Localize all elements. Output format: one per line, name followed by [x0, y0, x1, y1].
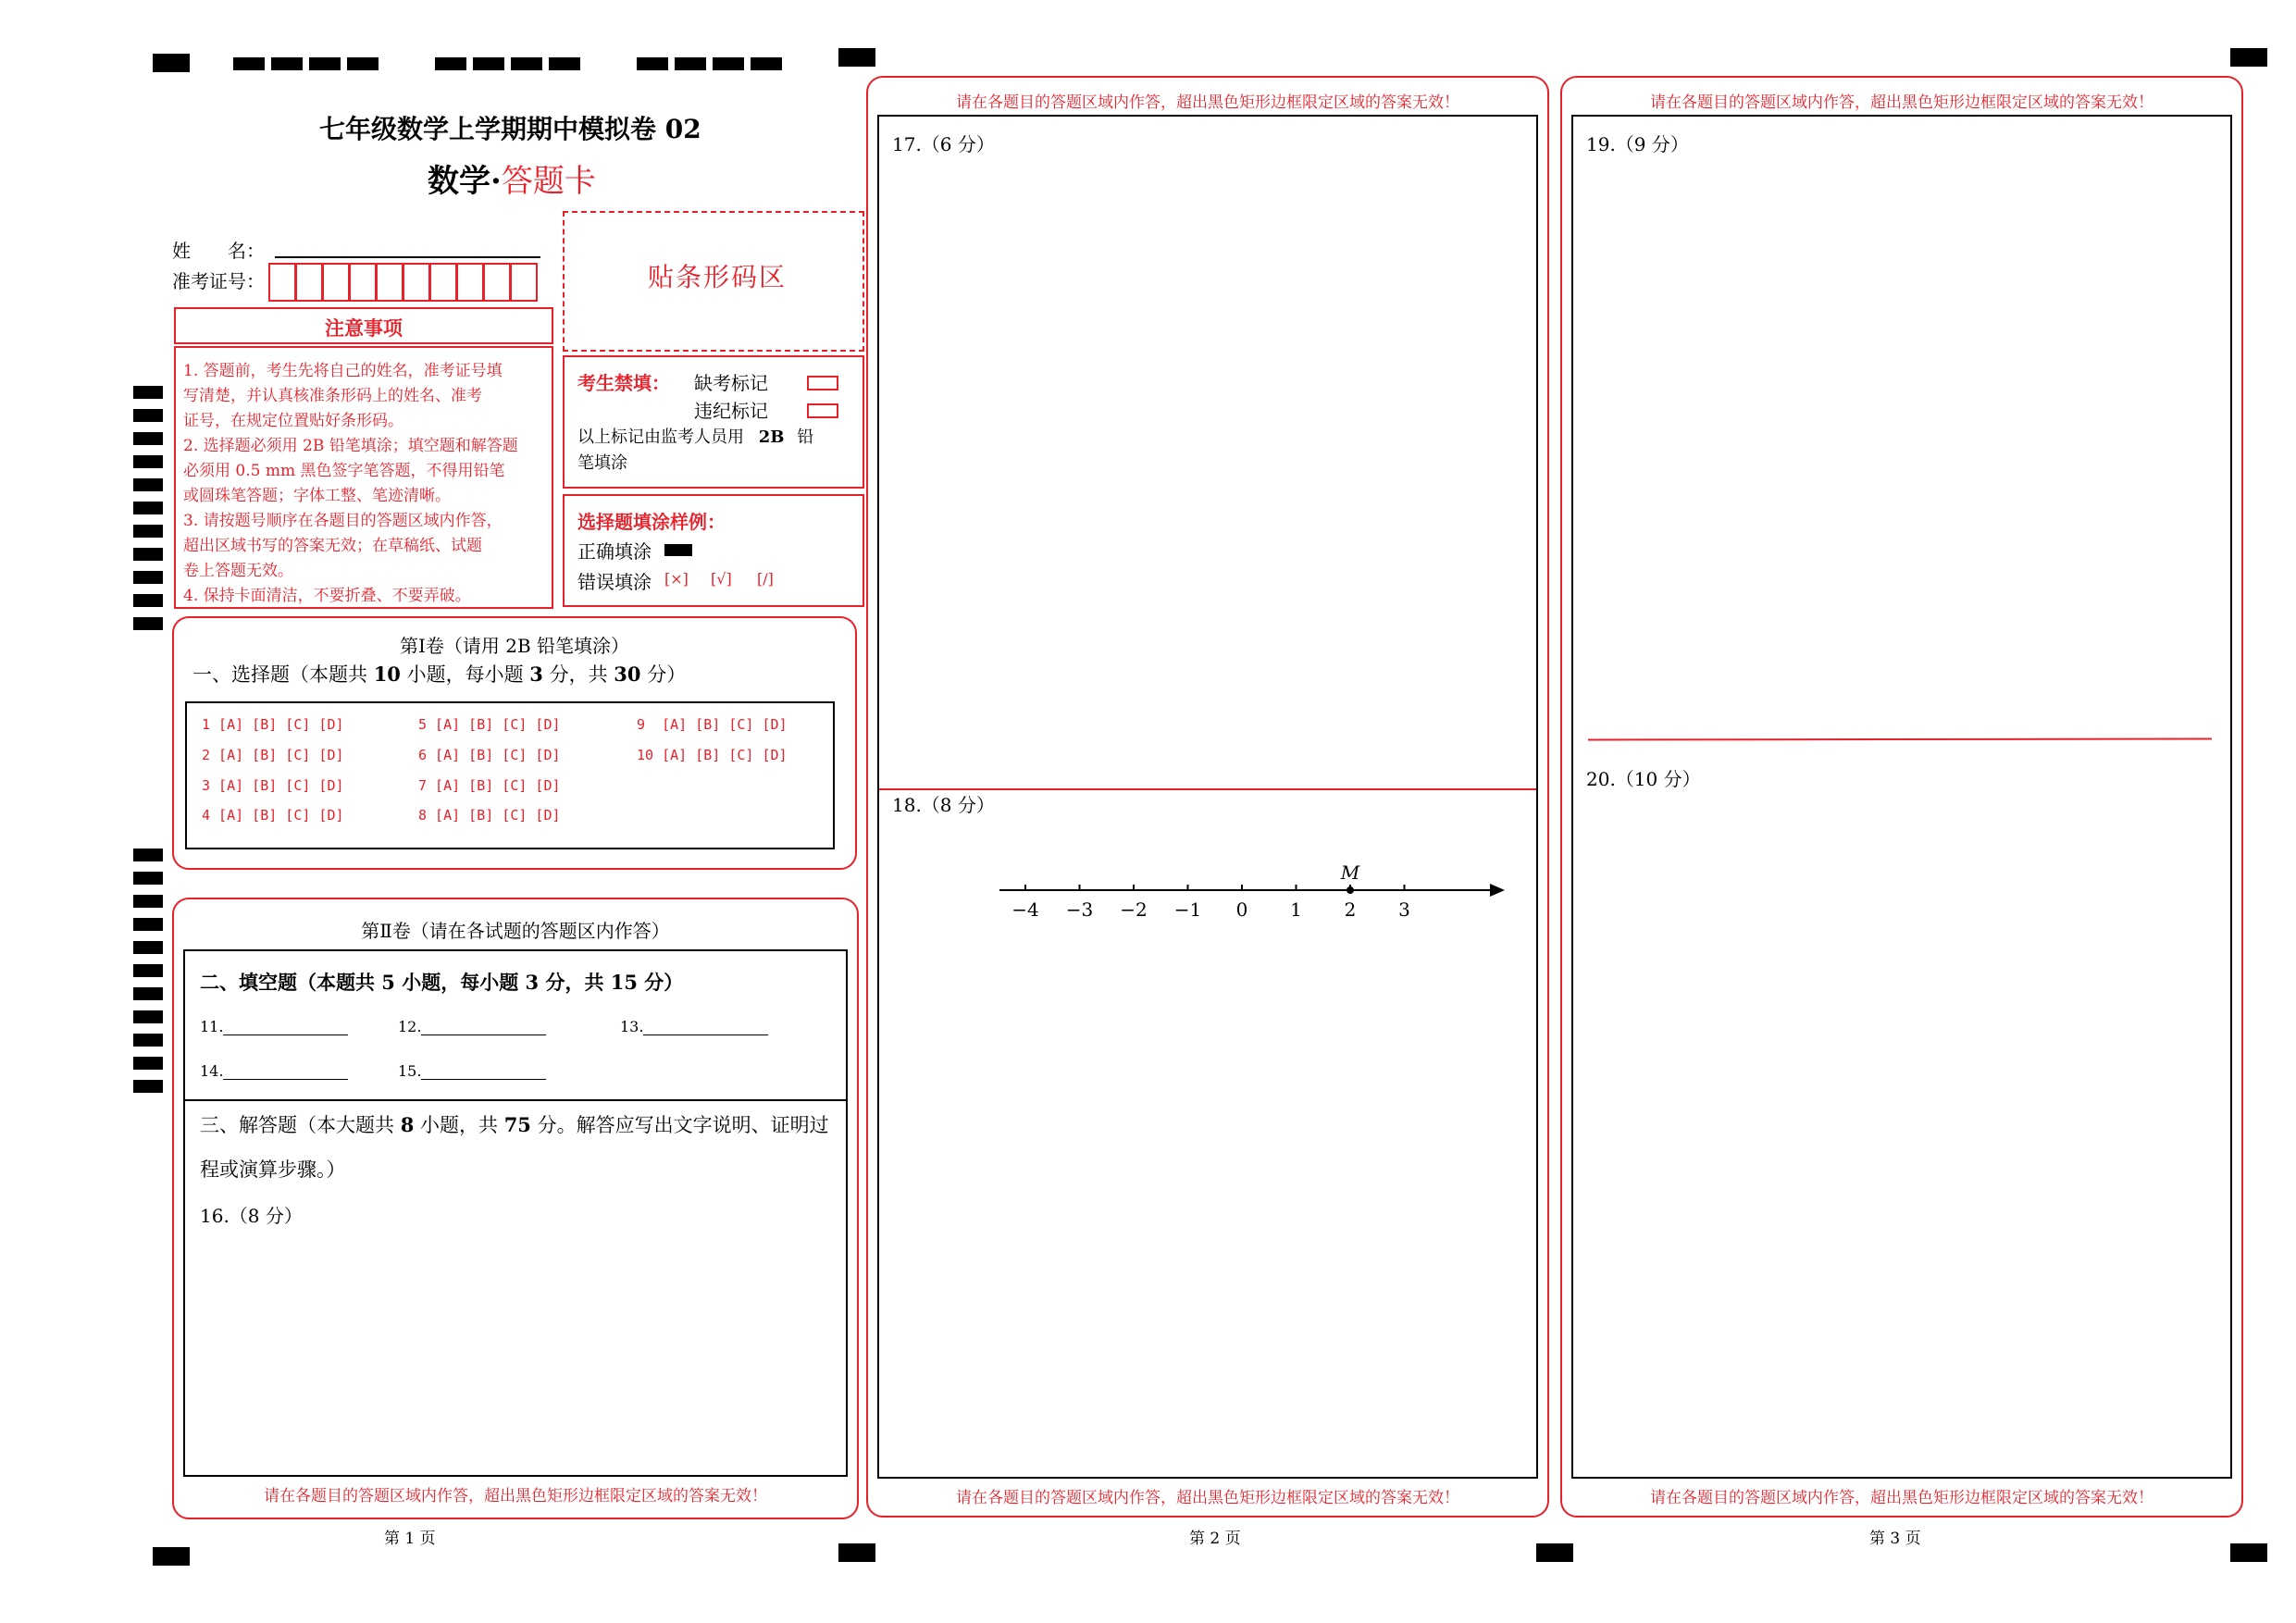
correct-fill-sample — [664, 544, 692, 556]
points-per: 3 — [529, 663, 543, 686]
page-number-3: 第 3 页 — [1869, 1530, 1921, 1548]
forbidden-box — [563, 355, 864, 489]
id-digit-box[interactable] — [510, 263, 538, 302]
answer-frame-page2[interactable] — [877, 115, 1538, 1479]
solve-section-title — [200, 1110, 829, 1138]
part1-title: 第Ⅰ卷（请用 2B 铅笔填涂） — [399, 635, 630, 657]
boundary-warning: 请在各题目的答题区域内作答，超出黑色矩形边框限定区域的答案无效！ — [956, 93, 1459, 112]
notice-line: 1. 答题前，考生先将自己的姓名，准考证号填 — [183, 362, 503, 380]
forbidden-note-2b: 2B — [758, 427, 785, 447]
number-line — [990, 848, 1508, 940]
notice-title: 注意事项 — [325, 316, 403, 340]
section-text: 三、解答题（本大题共 — [200, 1114, 394, 1136]
notice-box — [174, 346, 553, 609]
page-number-2: 第 2 页 — [1189, 1530, 1241, 1548]
mcq-row-2[interactable]: 2 [A] [B] [C] [D] — [202, 747, 344, 763]
question-19-label: 19.（9 分） — [1586, 133, 1689, 155]
boundary-warning: 请在各题目的答题区域内作答，超出黑色矩形边框限定区域的答案无效！ — [1650, 93, 2153, 112]
notice-line: 证号，在规定位置贴好条形码。 — [183, 412, 403, 430]
section-text: 分） — [647, 663, 687, 686]
point-m — [1347, 886, 1354, 894]
number-line-arrow — [1490, 884, 1505, 897]
question-20-label: 20.（10 分） — [1586, 768, 1701, 790]
boundary-warning: 请在各题目的答题区域内作答，超出黑色矩形边框限定区域的答案无效！ — [264, 1487, 767, 1505]
part2-box — [172, 898, 859, 1519]
notice-line: 或圆珠笔答题；字体工整、笔迹清晰。 — [183, 487, 451, 505]
part1-section-title — [192, 660, 686, 688]
fill-number: 13. — [620, 1018, 644, 1035]
exam-id-label: 准考证号： — [172, 270, 265, 292]
notice-line: 必须用 0.5 mm 黑色签字笔答题，不得用铅笔 — [183, 462, 505, 480]
id-digit-box[interactable] — [429, 263, 457, 302]
id-digit-box[interactable] — [322, 263, 350, 302]
fill-blank-11[interactable] — [200, 1018, 348, 1035]
notice-line: 3. 请按题号顺序在各题目的答题区域内作答， — [183, 512, 503, 530]
name-input-line[interactable] — [275, 256, 540, 258]
mcq-row-4[interactable]: 4 [A] [B] [C] [D] — [202, 807, 344, 824]
section-text: 一、选择题（本题共 — [192, 663, 367, 686]
page3-frame — [1560, 76, 2243, 1518]
wrong-mark-check: [√] — [711, 570, 732, 588]
number-line-tick-label: 3 — [1398, 898, 1410, 921]
id-digit-box[interactable] — [456, 263, 484, 302]
subtitle-card: 答题卡 — [501, 163, 596, 200]
forbidden-note-text: 以上标记由监考人员用 — [577, 427, 744, 447]
notice-line: 卷上答题无效。 — [183, 562, 293, 580]
forbidden-note — [577, 424, 813, 448]
fill-blank-13[interactable] — [620, 1018, 768, 1035]
mcq-grid — [185, 701, 835, 849]
notice-line: 写清楚，并认真核准条形码上的姓名、准考 — [183, 387, 482, 405]
id-digit-box[interactable] — [376, 263, 403, 302]
absent-label: 缺考标记 — [694, 372, 768, 394]
number-line-tick-label: 2 — [1344, 898, 1357, 921]
part2-title: 第Ⅱ卷（请在各试题的答题区内作答） — [361, 920, 670, 942]
number-line-tick-label: 0 — [1235, 898, 1248, 921]
fill-blank-15[interactable] — [398, 1062, 546, 1080]
notice-header — [174, 307, 553, 344]
part1-box — [172, 616, 857, 870]
answer-frame-page3[interactable] — [1571, 115, 2232, 1479]
notice-line: 4. 保持卡面清洁，不要折叠、不要弄破。 — [183, 587, 471, 605]
card-subtitle — [428, 155, 596, 201]
boundary-warning: 请在各题目的答题区域内作答，超出黑色矩形边框限定区域的答案无效！ — [956, 1489, 1459, 1507]
mcq-row-8[interactable]: 8 [A] [B] [C] [D] — [418, 807, 561, 824]
number-line-tick-label: 1 — [1290, 898, 1302, 921]
section-text: 小题，共 — [420, 1114, 498, 1136]
wrong-fill-label: 错误填涂 — [577, 571, 652, 593]
fill-number: 11. — [200, 1018, 224, 1035]
fill-section-title: 二、填空题（本题共 5 小题，每小题 3 分，共 15 分） — [200, 971, 684, 994]
forbidden-note-tail: 铅 — [797, 427, 814, 447]
number-line-tick-label: −4 — [1011, 898, 1039, 921]
question-17-label: 17.（6 分） — [892, 133, 995, 155]
mcq-row-9[interactable]: 9 [A] [B] [C] [D] — [637, 716, 788, 733]
point-m-label: M — [1340, 861, 1360, 884]
answer-frame-page1[interactable] — [183, 949, 848, 1477]
id-digit-box[interactable] — [403, 263, 430, 302]
forbidden-note-line2: 笔填涂 — [577, 453, 627, 473]
boundary-warning: 请在各题目的答题区域内作答，超出黑色矩形边框限定区域的答案无效！ — [1650, 1489, 2153, 1507]
section-text: 小题，每小题 — [406, 663, 524, 686]
question-16-label: 16.（8 分） — [200, 1205, 303, 1227]
section-text: 分，共 — [549, 663, 608, 686]
number-line-tick-label: −2 — [1120, 898, 1148, 921]
violation-checkbox[interactable] — [807, 403, 838, 418]
sample-box — [563, 494, 864, 607]
notice-line: 超出区域书写的答案无效；在草稿纸、试题 — [183, 537, 482, 555]
section-text: 分。解答应写出文字说明、证明过 — [537, 1114, 829, 1136]
page-number-1: 第 1 页 — [384, 1530, 436, 1548]
fill-number: 14. — [200, 1062, 224, 1080]
mcq-row-6[interactable]: 6 [A] [B] [C] [D] — [418, 747, 561, 763]
fill-number: 15. — [398, 1062, 422, 1080]
subtitle-subject: 数学· — [428, 163, 502, 200]
name-label: 姓 名： — [172, 240, 265, 262]
solve-section-title-line2: 程或演算步骤。） — [200, 1158, 346, 1181]
mcq-row-3[interactable]: 3 [A] [B] [C] [D] — [202, 777, 344, 794]
number-line-tick-label: −3 — [1065, 898, 1094, 921]
number-line-tick-label: −1 — [1173, 898, 1202, 921]
notice-line: 2. 选择题必须用 2B 铅笔填涂；填空题和解答题 — [183, 437, 518, 455]
mcq-row-7[interactable]: 7 [A] [B] [C] [D] — [418, 777, 561, 794]
page2-frame — [866, 76, 1549, 1518]
id-digit-box[interactable] — [268, 263, 296, 302]
barcode-area[interactable] — [563, 211, 864, 352]
fill-number: 12. — [398, 1018, 422, 1035]
fill-blank-12[interactable] — [398, 1018, 546, 1035]
wrong-mark-cross: [×] — [664, 570, 689, 588]
id-digit-box[interactable] — [483, 263, 511, 302]
mcq-row-10[interactable]: 10 [A] [B] [C] [D] — [637, 747, 788, 763]
fill-blank-14[interactable] — [200, 1062, 348, 1080]
exam-title: 七年级数学上学期期中模拟卷 02 — [319, 114, 701, 144]
solve-count: 8 — [400, 1113, 415, 1136]
id-digit-box[interactable] — [349, 263, 377, 302]
forbidden-label: 考生禁填： — [577, 372, 670, 394]
question-divider-19-20 — [1588, 738, 2212, 741]
solve-total: 75 — [503, 1113, 531, 1136]
barcode-area-label: 贴条形码区 — [648, 262, 788, 292]
absent-checkbox[interactable] — [807, 376, 838, 390]
question-count: 10 — [373, 663, 401, 686]
violation-label: 违纪标记 — [694, 400, 768, 422]
total-points: 30 — [614, 663, 641, 686]
sample-title: 选择题填涂样例： — [577, 511, 726, 533]
section-divider — [185, 1099, 846, 1101]
question-18-label: 18.（8 分） — [892, 794, 995, 816]
mcq-row-5[interactable]: 5 [A] [B] [C] [D] — [418, 716, 561, 733]
correct-fill-label: 正确填涂 — [577, 540, 652, 563]
wrong-mark-slash: [/] — [757, 570, 774, 588]
id-digit-box[interactable] — [295, 263, 323, 302]
mcq-row-1[interactable]: 1 [A] [B] [C] [D] — [202, 716, 344, 733]
